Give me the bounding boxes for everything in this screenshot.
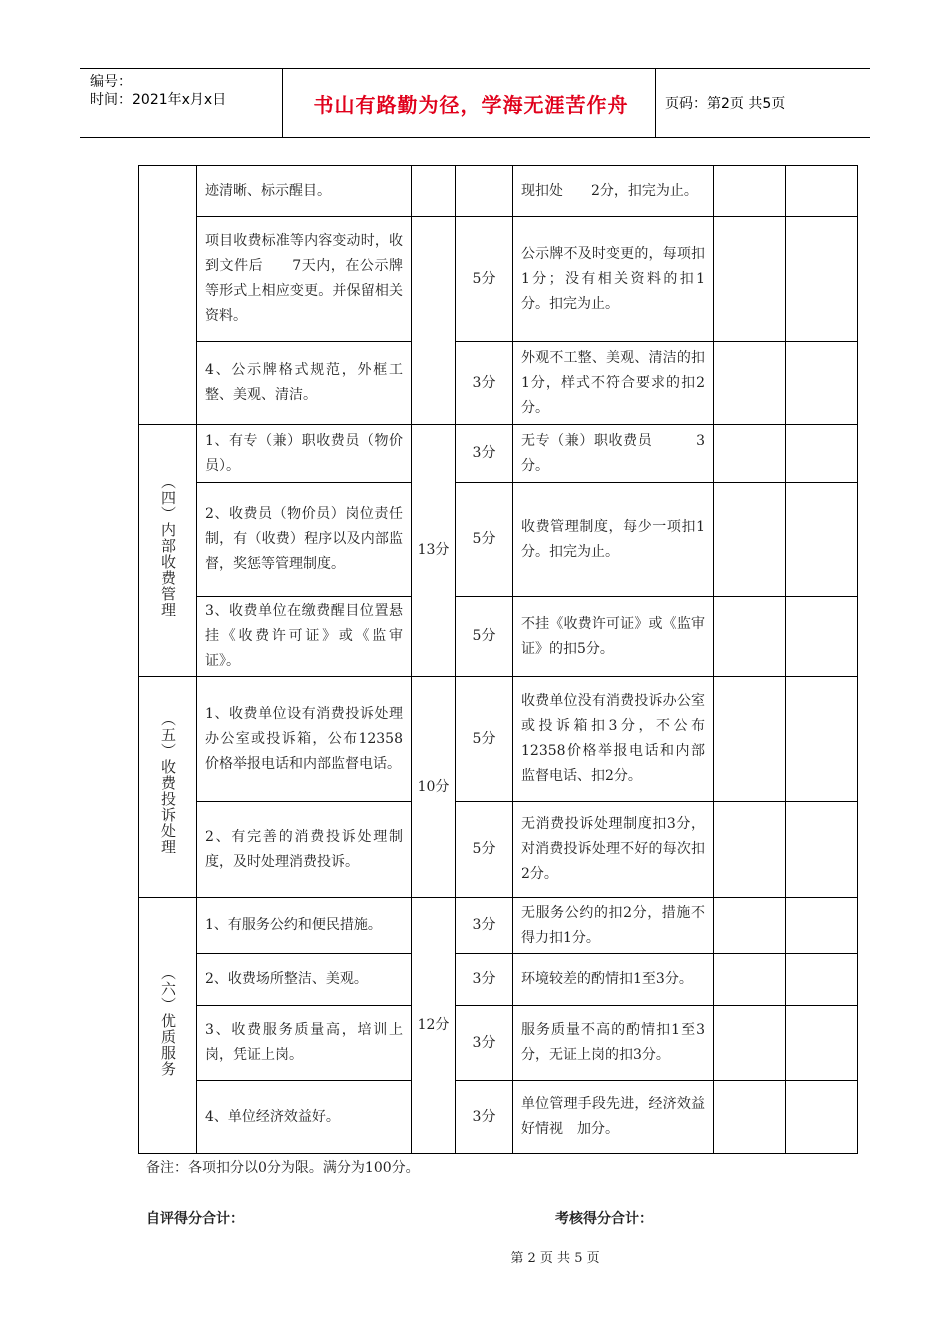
exam-score-cell[interactable]	[786, 597, 858, 677]
exam-score-cell[interactable]	[786, 483, 858, 597]
exam-score-cell[interactable]	[786, 802, 858, 898]
standard-cell: 环境较差的酌情扣1至3分。	[513, 954, 714, 1006]
total-cell: 10分	[412, 677, 456, 898]
standard-cell: 现扣处 2分，扣完为止。	[513, 166, 714, 217]
table-row	[139, 217, 858, 342]
exam-total-label: 考核得分合计：	[555, 1211, 653, 1227]
self-score-cell[interactable]	[714, 898, 786, 954]
points-cell: 5分	[456, 802, 513, 898]
standard-cell: 无消费投诉处理制度扣3分，对消费投诉处理不好的每次扣2分。	[513, 802, 714, 898]
item-cell: 2、收费员（物价员）岗位责任制，有（收费）程序以及内部监督，奖惩等管理制度。	[197, 483, 412, 597]
self-score-cell[interactable]	[714, 677, 786, 802]
points-cell: 5分	[456, 217, 513, 342]
table-row	[139, 166, 858, 217]
table-row	[139, 1006, 858, 1081]
item-cell: 4、公示牌格式规范，外框工整、美观、清洁。	[197, 342, 412, 425]
standard-cell: 服务质量不高的酌情扣1至3分，无证上岗的扣3分。	[513, 1006, 714, 1081]
table-row	[139, 677, 858, 802]
section-cell	[139, 166, 197, 425]
exam-score-cell[interactable]	[786, 1081, 858, 1154]
total-cell: 13分	[412, 425, 456, 677]
points-cell: 5分	[456, 597, 513, 677]
section-cell: （四）内部收费管理	[139, 425, 197, 677]
points-cell: 5分	[456, 483, 513, 597]
self-score-cell[interactable]	[714, 1006, 786, 1081]
points-cell: 3分	[456, 1081, 513, 1154]
standard-cell: 收费管理制度，每少一项扣1分。扣完为止。	[513, 483, 714, 597]
item-cell: 2、有完善的消费投诉处理制度，及时处理消费投诉。	[197, 802, 412, 898]
exam-score-cell[interactable]	[786, 677, 858, 802]
item-cell: 1、收费单位设有消费投诉处理办公室或投诉箱，公布12358价格举报电话和内部监督电话。	[197, 677, 412, 802]
exam-score-cell[interactable]	[786, 425, 858, 483]
item-cell: 2、收费场所整洁、美观。	[197, 954, 412, 1006]
points-cell: 3分	[456, 342, 513, 425]
standard-cell: 收费单位没有消费投诉办公室或投诉箱扣3分，不公布12358价格举报电话和内部监督电话、扣2分。	[513, 677, 714, 802]
points-cell	[456, 166, 513, 217]
table-row	[139, 425, 858, 483]
points-cell: 3分	[456, 425, 513, 483]
total-cell	[412, 217, 456, 425]
exam-score-cell[interactable]	[786, 954, 858, 1006]
self-score-cell[interactable]	[714, 1081, 786, 1154]
self-score-cell[interactable]	[714, 954, 786, 1006]
table-row	[139, 597, 858, 677]
standard-cell: 无服务公约的扣2分，措施不得力扣1分。	[513, 898, 714, 954]
header-motto: 书山有路勤为径，学海无涯苦作舟	[313, 92, 629, 117]
standard-cell: 外观不工整、美观、清洁的扣1分，样式不符合要求的扣2分。	[513, 342, 714, 425]
document-number: 编号：	[90, 74, 132, 90]
total-cell	[412, 166, 456, 217]
exam-score-cell[interactable]	[786, 342, 858, 425]
footer-page-number: 第 2 页 共 5 页	[510, 1251, 600, 1266]
table-row	[139, 1081, 858, 1154]
item-cell: 1、有专（兼）职收费员（物价员）。	[197, 425, 412, 483]
table-row	[139, 342, 858, 425]
exam-score-cell[interactable]	[786, 1006, 858, 1081]
self-score-cell[interactable]	[714, 425, 786, 483]
table-row	[139, 954, 858, 1006]
table-row	[139, 483, 858, 597]
table-row	[139, 898, 858, 954]
self-score-cell[interactable]	[714, 217, 786, 342]
item-cell: 项目收费标准等内容变动时，收到文件后 7天内，在公示牌等形式上相应变更。并保留相关资料。	[197, 217, 412, 342]
page-header	[80, 68, 870, 138]
self-score-cell[interactable]	[714, 802, 786, 898]
assessment-table	[138, 165, 858, 1154]
standard-cell: 无专（兼）职收费员 3分。	[513, 425, 714, 483]
points-cell: 5分	[456, 677, 513, 802]
item-cell: 迹清晰、标示醒目。	[197, 166, 412, 217]
exam-score-cell[interactable]	[786, 166, 858, 217]
section-cell: （五）收费投诉处理	[139, 677, 197, 898]
standard-cell: 公示牌不及时变更的，每项扣1分；没有相关资料的扣1分。扣完为止。	[513, 217, 714, 342]
exam-score-cell[interactable]	[786, 217, 858, 342]
points-cell: 3分	[456, 1006, 513, 1081]
document-time: 时间：2021年x月x日	[90, 92, 227, 108]
table-note: 备注：各项扣分以0分为限。满分为100分。	[146, 1160, 420, 1176]
item-cell: 1、有服务公约和便民措施。	[197, 898, 412, 954]
item-cell: 3、收费服务质量高，培训上岗，凭证上岗。	[197, 1006, 412, 1081]
total-cell: 12分	[412, 898, 456, 1154]
standard-cell: 单位管理手段先进，经济效益好情视 加分。	[513, 1081, 714, 1154]
exam-score-cell[interactable]	[786, 898, 858, 954]
table-row	[139, 802, 858, 898]
self-total-label: 自评得分合计：	[146, 1211, 244, 1227]
points-cell: 3分	[456, 898, 513, 954]
header-page-info: 页码：第2页 共5页	[665, 96, 786, 112]
self-score-cell[interactable]	[714, 166, 786, 217]
header-divider	[655, 69, 656, 137]
page-footer	[0, 1247, 950, 1266]
self-score-cell[interactable]	[714, 597, 786, 677]
section-cell: （六）优质服务	[139, 898, 197, 1154]
header-meta	[90, 73, 226, 109]
item-cell: 4、单位经济效益好。	[197, 1081, 412, 1154]
item-cell: 3、收费单位在缴费醒目位置悬挂《收费许可证》或《监审证》。	[197, 597, 412, 677]
points-cell: 3分	[456, 954, 513, 1006]
self-score-cell[interactable]	[714, 483, 786, 597]
header-divider	[282, 69, 283, 137]
self-score-cell[interactable]	[714, 342, 786, 425]
standard-cell: 不挂《收费许可证》或《监审证》的扣5分。	[513, 597, 714, 677]
